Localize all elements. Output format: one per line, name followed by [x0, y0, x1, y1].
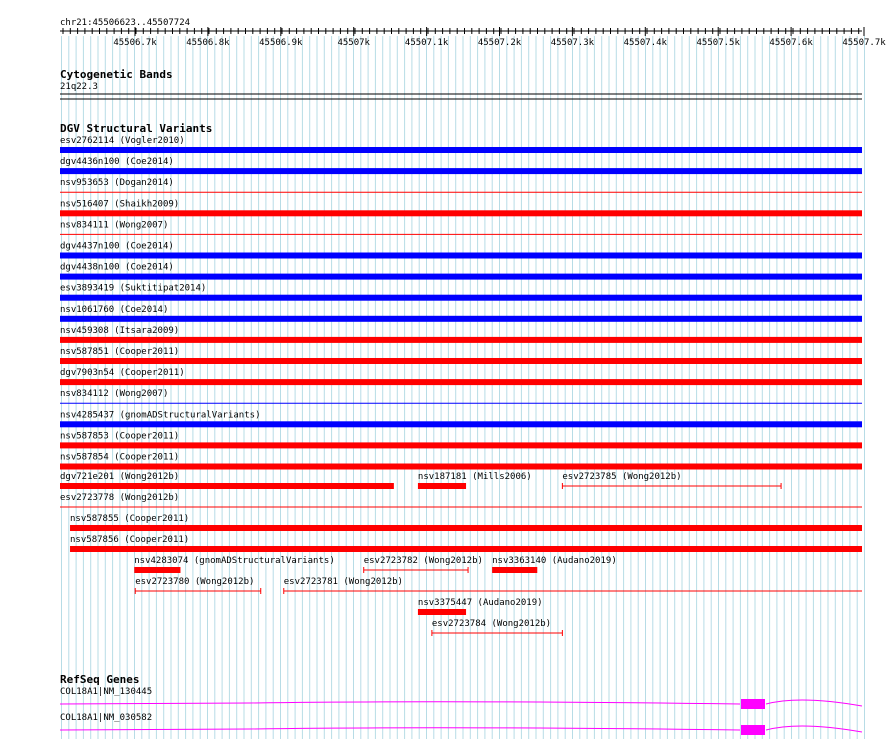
sv-label: dgv7903n54 (Cooper2011): [60, 368, 185, 379]
ruler-tick-label: 45506.7k: [113, 38, 157, 48]
sv-label: dgv4436n100 (Coe2014): [60, 157, 174, 168]
ruler-tick-label: 45507.1k: [404, 38, 449, 48]
sv-label: nsv459308 (Itsara2009): [60, 325, 180, 336]
ruler-tick-label: 45507.7k: [842, 38, 886, 48]
sv-label: dgv4438n100 (Coe2014): [60, 262, 174, 273]
sv-bar: [60, 379, 862, 385]
sv-label: esv2723781 (Wong2012b): [283, 577, 403, 587]
sv-bar: [60, 253, 862, 259]
sv-bar: [418, 609, 466, 615]
sv-label: nsv587856 (Cooper2011): [70, 535, 190, 545]
ruler-tick-label: 45507.4k: [623, 38, 667, 48]
gene-exon: [741, 699, 765, 709]
refseq-track-title: RefSeq Genes: [60, 673, 140, 686]
ruler-tick-label: 45506.8k: [186, 38, 230, 48]
sv-label: esv2723785 (Wong2012b): [562, 472, 682, 482]
sv-label: nsv834111 (Wong2007): [60, 220, 169, 231]
location-label: chr21:45506623..45507724: [60, 18, 191, 28]
gene-label: COL18A1|NM_130445: [60, 687, 153, 697]
cytoband-label: 21q22.3: [60, 82, 98, 92]
ruler-tick-label: 45507.6k: [769, 38, 813, 48]
sv-bar: [60, 464, 862, 470]
sv-label: esv2723782 (Wong2012b): [363, 556, 483, 566]
dgv-features: [60, 136, 862, 636]
sv-label: esv2723780 (Wong2012b): [135, 577, 255, 587]
gene-exon: [741, 725, 765, 735]
ruler-tick-label: 45506.9k: [259, 38, 303, 48]
sv-label: nsv953653 (Dogan2014): [60, 178, 174, 189]
sv-bar: [134, 567, 180, 573]
sv-label: dgv721e201 (Wong2012b): [60, 472, 180, 482]
sv-bar: [60, 337, 862, 343]
sv-bar: [60, 168, 862, 174]
sv-label: esv3893419 (Suktitipat2014): [60, 283, 207, 294]
sv-label: nsv587854 (Cooper2011): [60, 452, 180, 463]
cytoband-track[interactable]: [60, 68, 862, 99]
sv-bar: [60, 442, 862, 448]
refseq-genes: [60, 687, 862, 735]
ruler-tick-label: 45507.2k: [477, 38, 522, 48]
sv-label: nsv3375447 (Audano2019): [417, 598, 543, 608]
sv-label: nsv4285437 (gnomADStructuralVariants): [60, 410, 261, 421]
sv-bar: [60, 274, 862, 280]
sv-label: dgv4437n100 (Coe2014): [60, 241, 174, 252]
sv-bar: [60, 295, 862, 301]
sv-label: nsv187181 (Mills2006): [417, 472, 532, 482]
sv-bar: [60, 358, 862, 364]
sv-bar: [60, 421, 862, 427]
sv-label: nsv587853 (Cooper2011): [60, 431, 180, 442]
sv-label: esv2762114 (Vogler2010): [60, 136, 185, 146]
sv-label: nsv587855 (Cooper2011): [70, 514, 190, 524]
sv-bar: [70, 525, 862, 531]
ruler-tick-label: 45507.3k: [550, 38, 595, 48]
cytoband-track-title: Cytogenetic Bands: [60, 68, 173, 81]
dgv-track[interactable]: [60, 122, 862, 636]
sv-label: esv2723778 (Wong2012b): [60, 493, 180, 503]
ruler-tick-label: 45507k: [337, 38, 370, 48]
sv-bar: [60, 483, 394, 489]
sv-label: esv2723784 (Wong2012b): [431, 619, 552, 629]
sv-bar: [70, 546, 862, 552]
refseq-track[interactable]: [60, 673, 862, 735]
sv-label: nsv4283074 (gnomADStructuralVariants): [134, 556, 335, 566]
ruler-tick-label: 45507.5k: [696, 38, 740, 48]
sv-label: nsv516407 (Shaikh2009): [60, 199, 180, 210]
sv-bar: [60, 147, 862, 153]
sv-label: nsv3363140 (Audano2019): [492, 556, 617, 566]
sv-label: nsv1061760 (Coe2014): [60, 304, 169, 315]
sv-bar: [492, 567, 537, 573]
sv-bar: [60, 210, 862, 216]
gene-label: COL18A1|NM_030582: [60, 713, 153, 723]
sv-bar: [60, 316, 862, 322]
dgv-track-title: DGV Structural Variants: [60, 122, 213, 135]
sv-bar: [418, 483, 466, 489]
sv-label: nsv834112 (Wong2007): [60, 389, 169, 400]
sv-label: nsv587851 (Cooper2011): [60, 347, 180, 357]
